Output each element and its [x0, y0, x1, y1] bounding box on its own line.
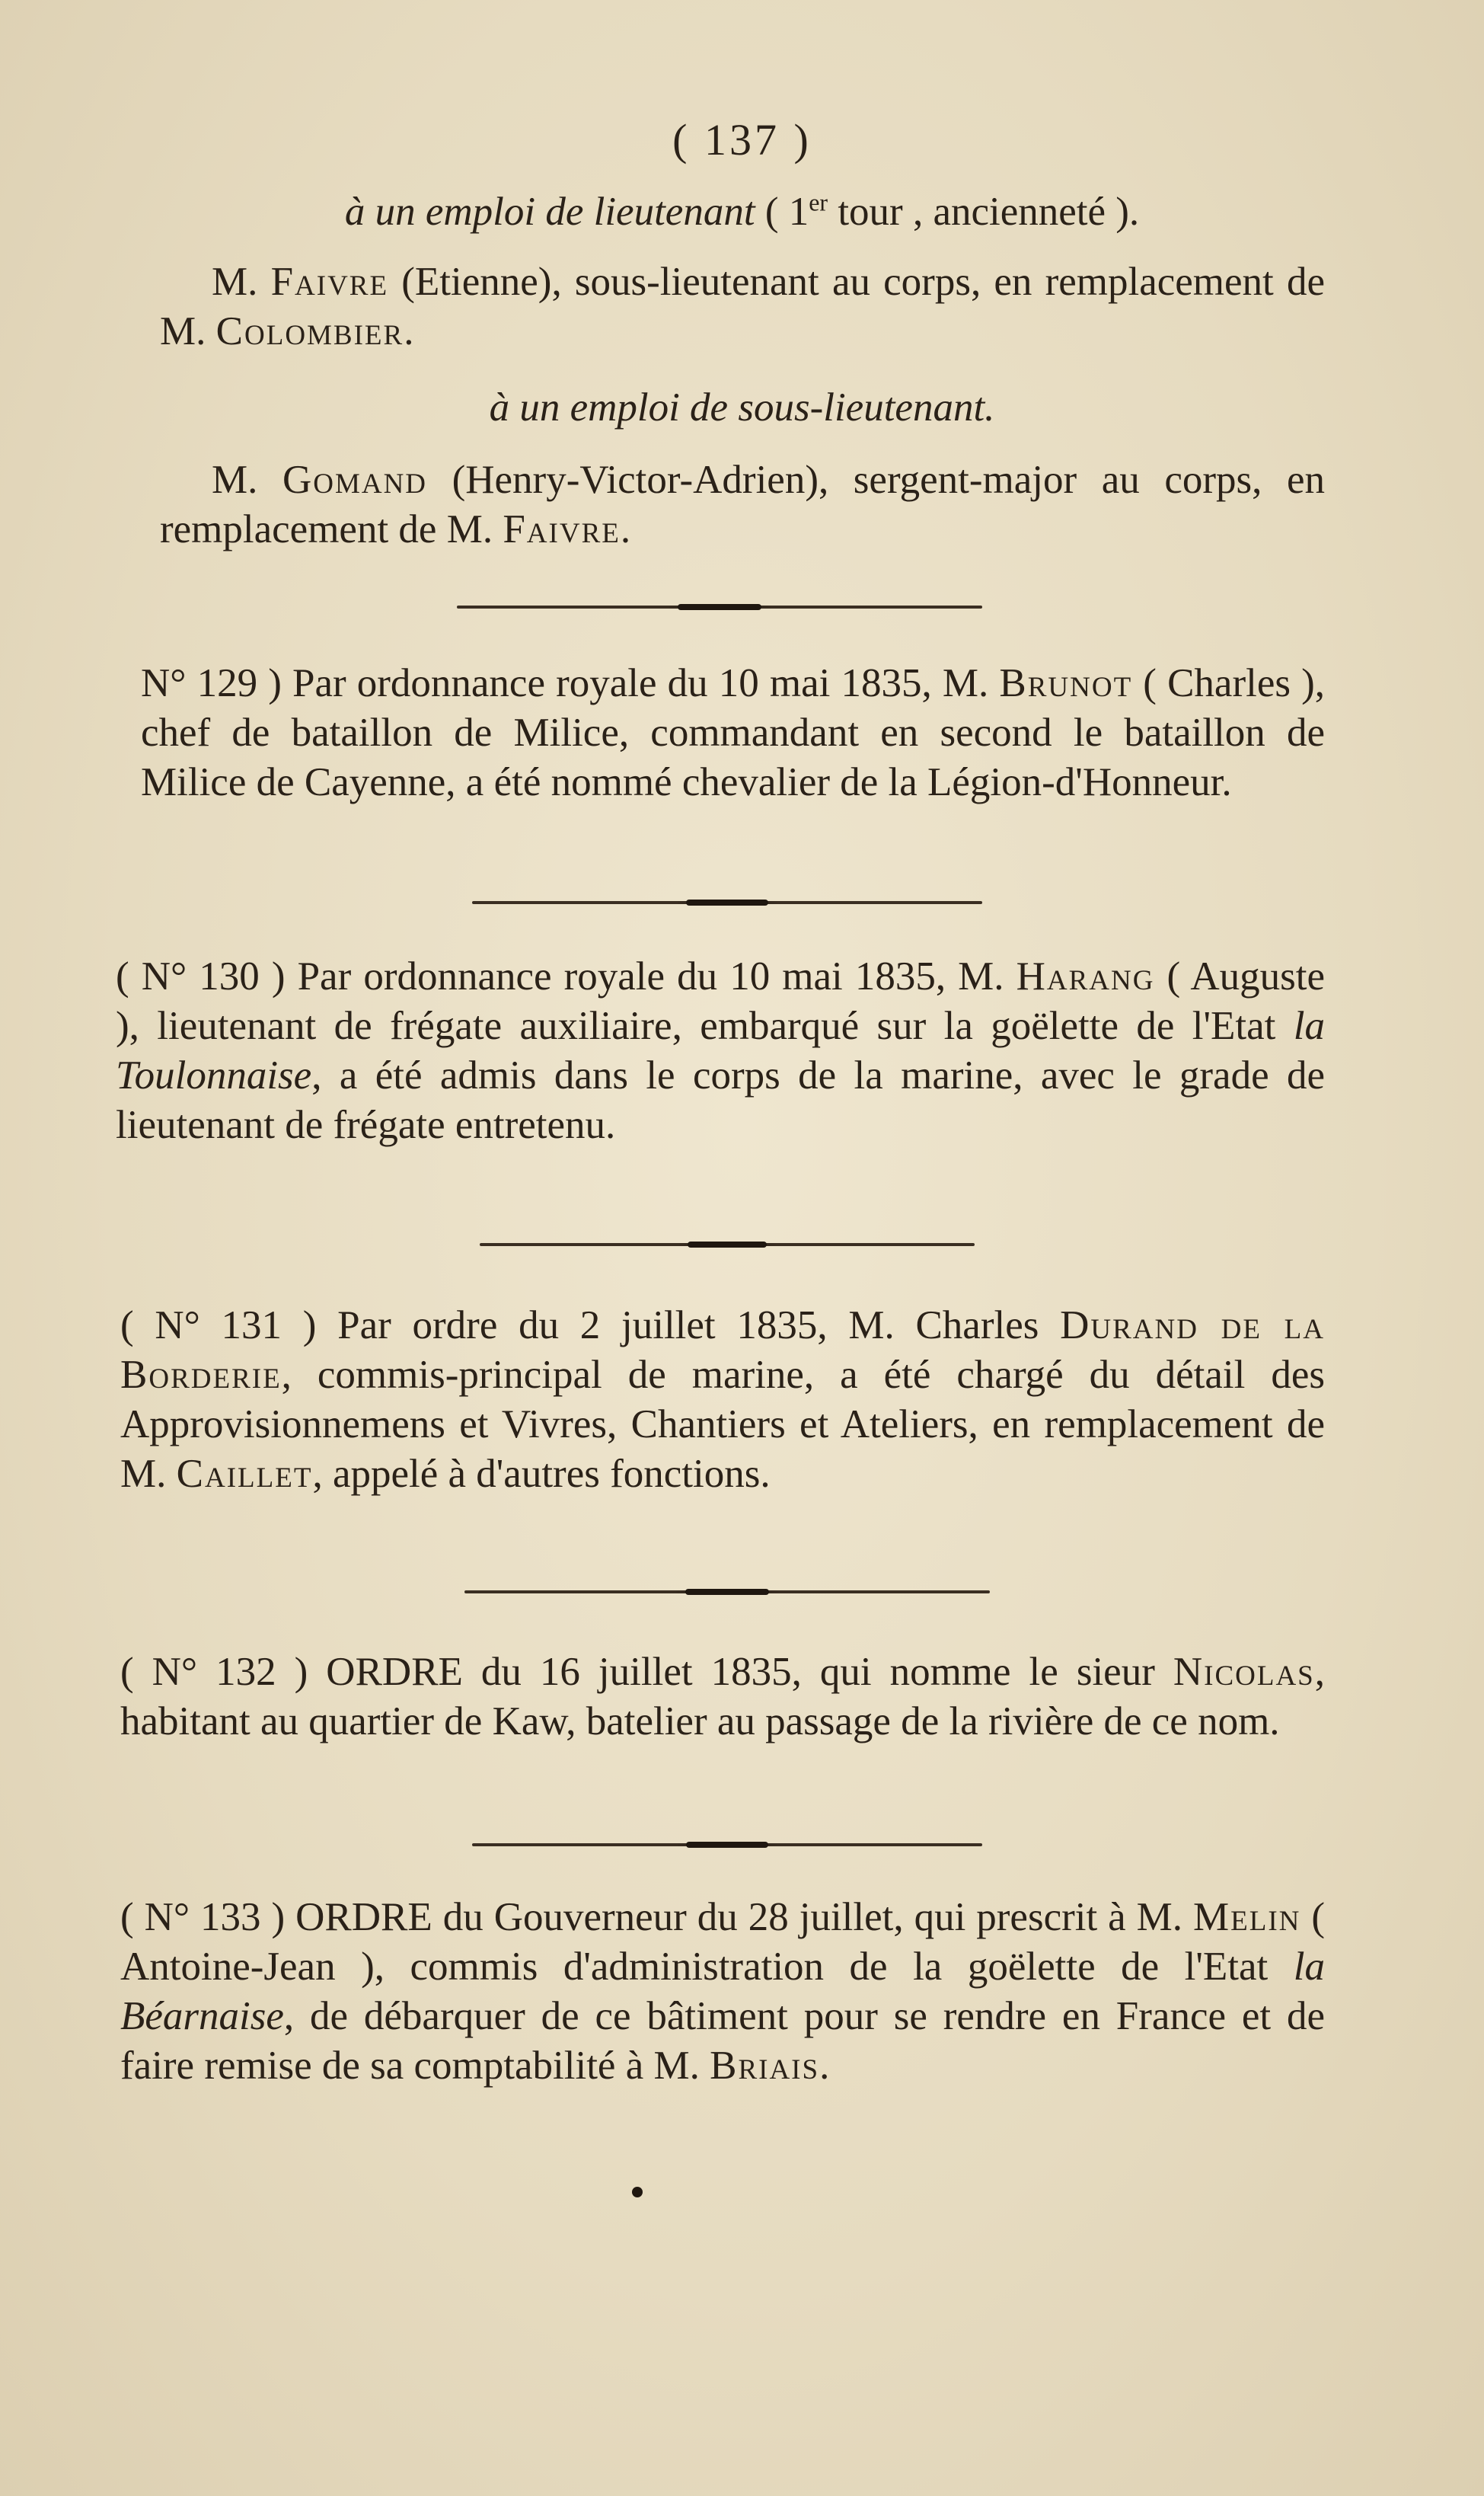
entry-132 — [120, 1647, 1325, 1747]
entry-129-rest: ( Charles ), chef de bataillon de Milice, commandant en second le bataillon de Milice de Cayenne, a été nommé chevalier de la Légion-d'Honneur. — [141, 661, 1325, 804]
entry-133-end: . — [819, 2044, 830, 2088]
entry-133-pre: ( N° 133 ) ORDRE du Gouverneur du 28 juillet, qui prescrit à M. — [120, 1895, 1193, 1939]
entry-130-pre: ( N° 130 ) Par ordonnance royale du 10 mai 1835, M. — [116, 954, 1016, 999]
gomand-mid: (Henry-Victor-Adrien), sergent-major au corps, en remplacement de M. — [160, 458, 1325, 551]
gomand-end: . — [620, 507, 631, 551]
separator-rule-2 — [472, 901, 982, 904]
entry-130-mid: ( Auguste ), lieutenant de frégate auxiliaire, embarqué sur la goëlette de l'Etat — [116, 954, 1326, 1048]
entry-133-ship: la Béarnaise — [120, 1945, 1325, 2038]
faivre-end: . — [404, 309, 414, 353]
ink-dot-mark — [632, 2187, 643, 2197]
entry-129-pre: N° 129 ) Par ordonnance royale du 10 mai 1835, M. — [141, 661, 1000, 705]
entry-131 — [120, 1301, 1325, 1499]
paragraph-gomand — [160, 455, 1325, 554]
separator-rule-5 — [472, 1843, 982, 1846]
entry-132-rest: , habitant au quartier de Kaw, batelier au passage de la rivière de ce nom. — [120, 1650, 1325, 1743]
entry-133-mid2: , de débarquer de ce bâtiment pour se rendre en France et de faire remise de sa comptabilité à M. — [120, 1994, 1325, 2088]
separator-rule-1 — [457, 606, 982, 609]
entry-133-name: Melin — [1193, 1895, 1301, 1939]
faivre-name-2: Faivre — [503, 507, 621, 551]
entry-130-name: Harang — [1016, 954, 1155, 999]
heading-sous-lieutenant: à un emploi de sous-lieutenant. — [489, 385, 995, 430]
entry-130-ship: la Toulonnaise — [116, 1004, 1325, 1098]
entry-131-name: Durand de la Borderie — [120, 1303, 1325, 1397]
colombier-name: Colombier — [215, 309, 404, 353]
entry-131-mid: , commis-principal de marine, a été chargé du détail des Approvisionnemens et Vivres, Chantiers et Ateliers, en remplacement de M. — [120, 1353, 1325, 1496]
heading-lieutenant-sup: er — [809, 188, 828, 216]
faivre-pre: M. — [212, 260, 271, 304]
heading-lieutenant — [0, 189, 1484, 235]
entry-129 — [141, 659, 1325, 807]
entry-133-mid: ( Antoine-Jean ), commis d'administration de la goëlette de l'Etat — [120, 1895, 1325, 1989]
paragraph-faivre — [160, 257, 1325, 356]
entry-131-rest: , appelé à d'autres fonctions. — [312, 1452, 771, 1496]
entry-129-name: Brunot — [999, 661, 1133, 705]
heading-lieutenant-text: à un emploi de lieutenant — [344, 190, 755, 234]
entry-130 — [116, 952, 1325, 1150]
separator-rule-4 — [464, 1590, 990, 1593]
heading-lieutenant-rest: tour , ancienneté ). — [828, 190, 1140, 234]
separator-rule-3 — [480, 1243, 975, 1246]
gomand-pre: M. — [212, 458, 282, 502]
page-number: ( 137 ) — [672, 115, 812, 165]
faivre-mid: (Etienne), sous-lieutenant au corps, en remplacement de M. — [160, 260, 1325, 353]
faivre-name: Faivre — [270, 260, 389, 304]
heading-lieutenant-paren: ( 1 — [755, 190, 809, 234]
entry-132-name: Nicolas — [1173, 1650, 1315, 1694]
gomand-name: Gomand — [282, 458, 428, 502]
entry-130-rest: , a été admis dans le corps de la marine, avec le grade de lieutenant de frégate entretenu. — [116, 1053, 1325, 1147]
entry-131-pre: ( N° 131 ) Par ordre du 2 juillet 1835, M. Charles — [120, 1303, 1061, 1347]
entry-131-name2: Caillet — [176, 1452, 313, 1496]
entry-133-name2: Briais — [710, 2044, 820, 2088]
entry-132-pre: ( N° 132 ) ORDRE du 16 juillet 1835, qui nomme le sieur — [120, 1650, 1173, 1694]
entry-133 — [120, 1893, 1325, 2091]
